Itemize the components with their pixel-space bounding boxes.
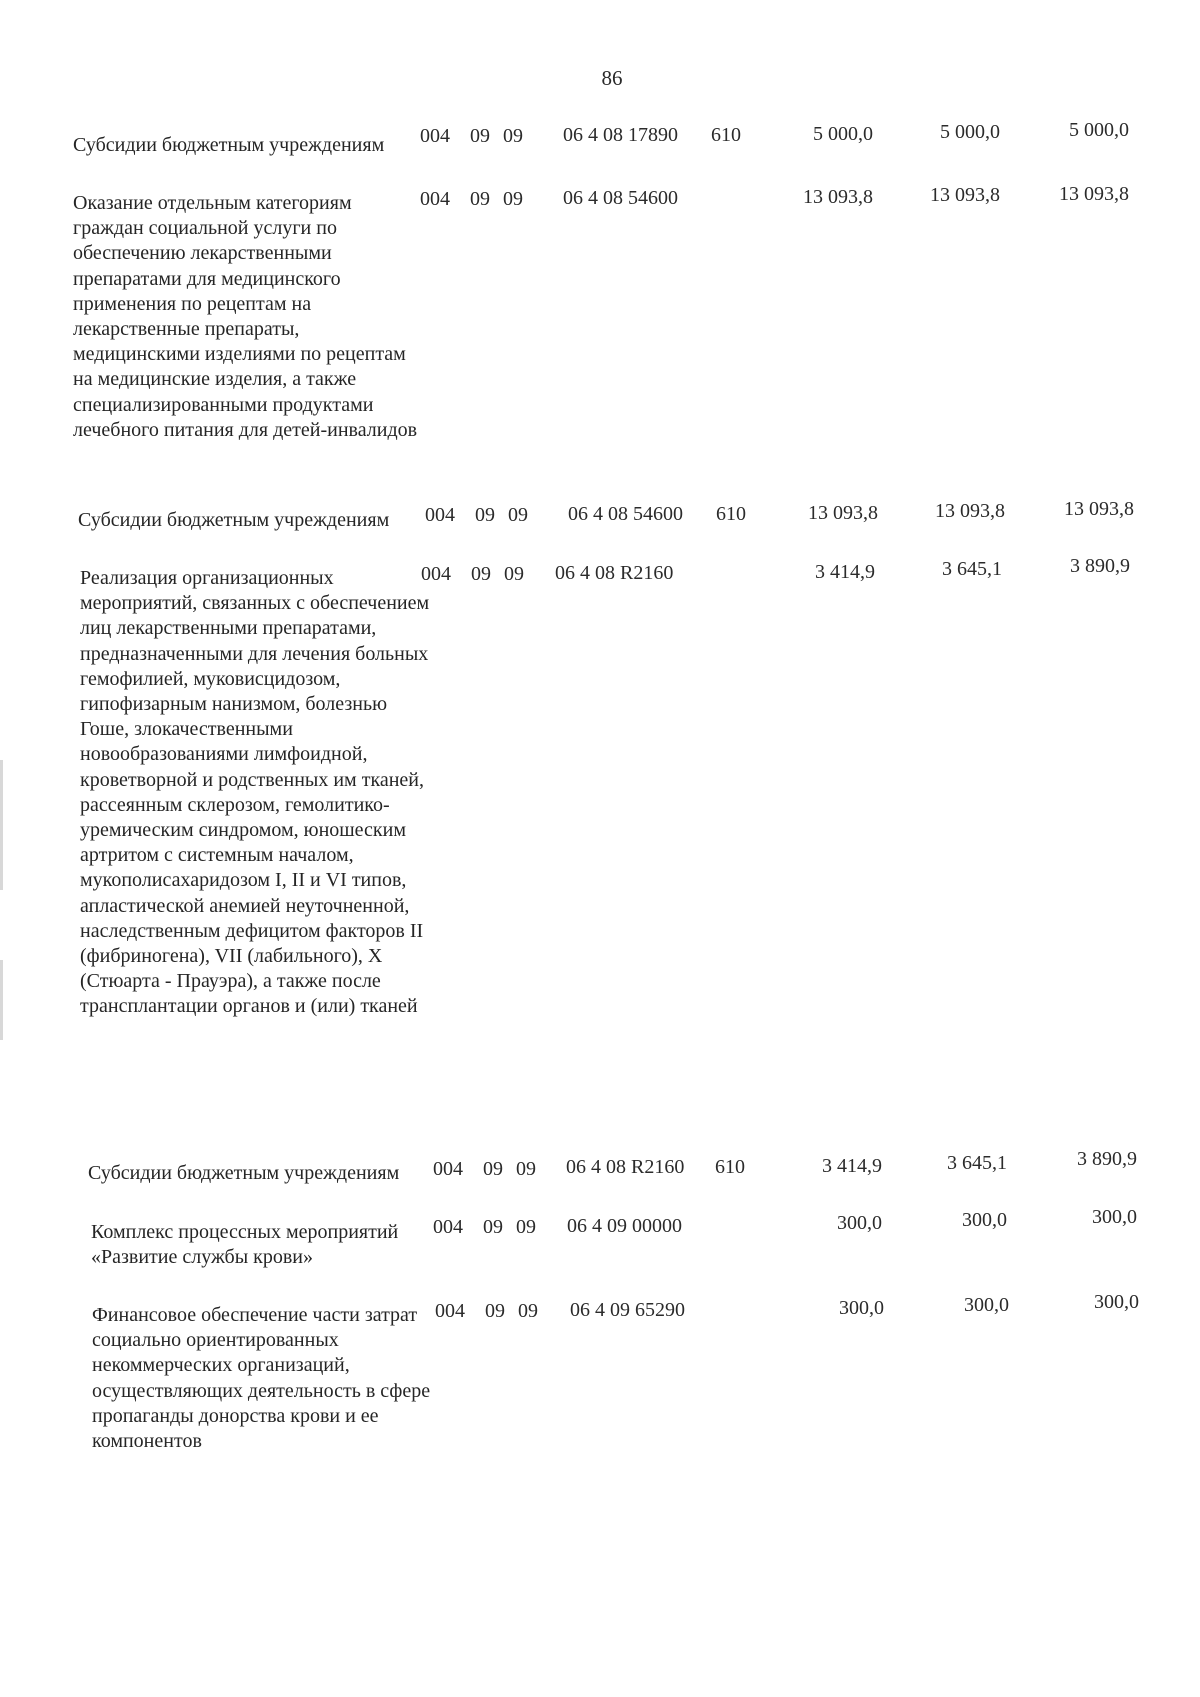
amount-year-1: 5 000,0 [813,123,873,145]
row-description: Реализация организационных мероприятий, связанных с обеспечением лиц лекарственными препаратами, предназначенными для лечения больных гемофилией, муковисцидозом, гипофизарным нанизмом, болезнью Гоше, злокачественными новообразованиями лимфоидной, кроветворной и родственных им тканей, рассеянным склерозом, гемолитико-уремическим синдромом, юношеским артритом с системным началом, мукополисахаридозом I, II и VI типов, апластической анемией неуточненной, наследственным дефицитом факторов II (фибриногена), VII (лабильного), X (Стюарта - Прауэра), а также после трансплантации органов и (или) тканей [80,567,430,1018]
admin-code: 004 [433,1158,463,1180]
amount-year-2: 13 093,8 [930,184,1000,206]
section-code: 09 [485,1300,505,1322]
amount-year-1: 3 414,9 [822,1155,882,1177]
scan-edge-mark [0,760,3,890]
scan-edge-mark [0,960,3,1040]
section-code: 09 [470,188,490,210]
admin-code: 004 [421,563,451,585]
amount-year-3: 300,0 [1094,1291,1139,1313]
subsection-code: 09 [518,1300,538,1322]
target-article-code: 06 4 08 17890 [563,124,678,146]
row-description: Оказание отдельным категориям граждан социальной услуги по обеспечению лекарственными препаратами для медицинского применения по рецептам на лекарственные препараты, медицинскими изделиями по рецептам на медицинские изделия, а также специализированными продуктами лечебного питания для детей-инвалидов [73,192,418,441]
amount-year-2: 13 093,8 [935,500,1005,522]
subsection-code: 09 [503,188,523,210]
subsection-code: 09 [516,1216,536,1238]
section-code: 09 [471,563,491,585]
amount-year-2: 3 645,1 [947,1152,1007,1174]
target-article-code: 06 4 09 00000 [567,1215,682,1237]
amount-year-1: 3 414,9 [815,561,875,583]
section-code: 09 [475,504,495,526]
row-description: Субсидии бюджетным учреждениям [78,509,390,531]
section-code: 09 [470,125,490,147]
expense-type-code: 610 [711,124,741,146]
subsection-code: 09 [504,563,524,585]
amount-year-2: 3 645,1 [942,558,1002,580]
page-number: 86 [601,66,623,90]
target-article-code: 06 4 08 54600 [568,503,683,525]
amount-year-1: 13 093,8 [803,186,873,208]
target-article-code: 06 4 08 R2160 [566,1156,685,1178]
admin-code: 004 [425,504,455,526]
amount-year-3: 13 093,8 [1059,183,1129,205]
expense-type-code: 610 [716,503,746,525]
row-description: Субсидии бюджетным учреждениям [88,1162,400,1184]
target-article-code: 06 4 08 R2160 [555,562,674,584]
subsection-code: 09 [508,504,528,526]
amount-year-1: 300,0 [839,1297,884,1319]
amount-year-3: 5 000,0 [1069,119,1129,141]
amount-year-2: 300,0 [962,1209,1007,1231]
target-article-code: 06 4 08 54600 [563,187,678,209]
row-description: Финансовое обеспечение части затрат социально ориентированных некоммерческих организаций, осуществляющих деятельность в сфере пропаганды донорства крови и ее компонентов [92,1304,431,1453]
amount-year-2: 5 000,0 [940,121,1000,143]
expense-type-code: 610 [715,1156,745,1178]
amount-year-1: 13 093,8 [808,502,878,524]
row-description: Комплекс процессных мероприятий «Развитие службы крови» [91,1221,399,1269]
amount-year-1: 300,0 [837,1212,882,1234]
subsection-code: 09 [516,1158,536,1180]
section-code: 09 [483,1158,503,1180]
amount-year-3: 3 890,9 [1077,1148,1137,1170]
amount-year-2: 300,0 [964,1294,1009,1316]
admin-code: 004 [433,1216,463,1238]
admin-code: 004 [420,188,450,210]
amount-year-3: 13 093,8 [1064,498,1134,520]
row-description: Субсидии бюджетным учреждениям [73,134,385,156]
section-code: 09 [483,1216,503,1238]
amount-year-3: 300,0 [1092,1206,1137,1228]
amount-year-3: 3 890,9 [1070,555,1130,577]
admin-code: 004 [420,125,450,147]
admin-code: 004 [435,1300,465,1322]
subsection-code: 09 [503,125,523,147]
target-article-code: 06 4 09 65290 [570,1299,685,1321]
